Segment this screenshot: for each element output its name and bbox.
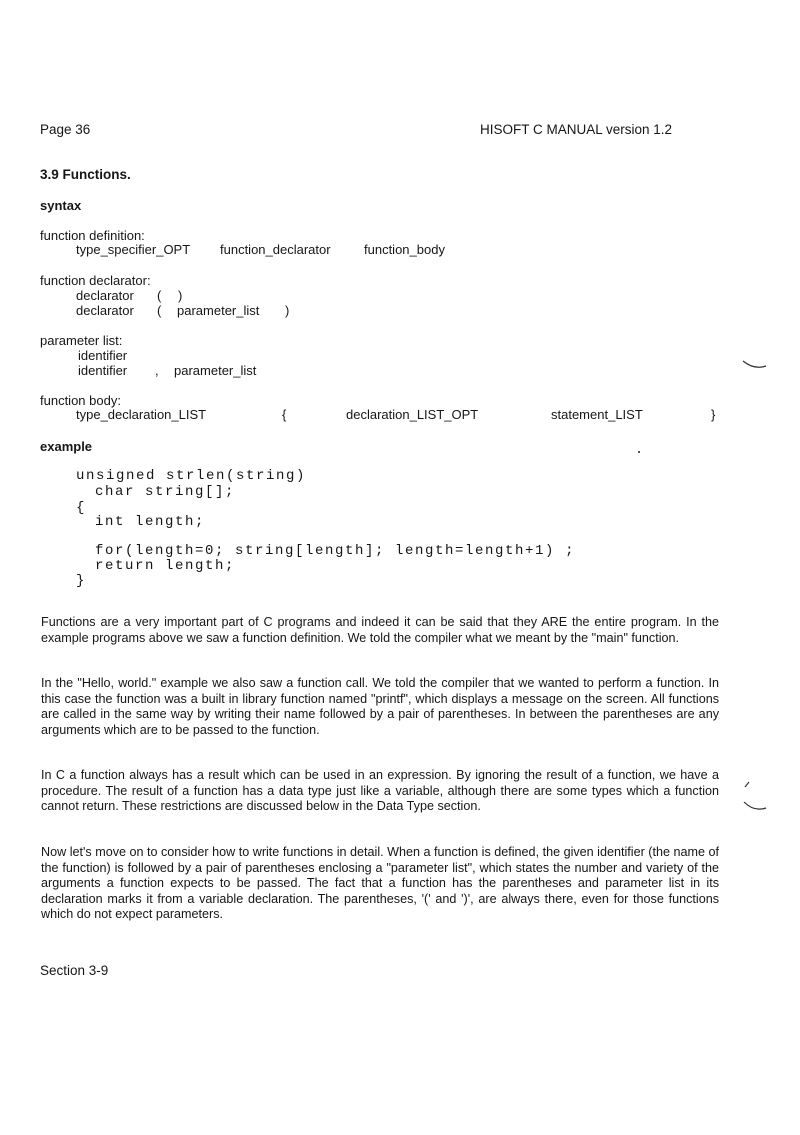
syntax-token: { xyxy=(282,407,287,422)
syntax-token: ) xyxy=(285,303,290,318)
parameter-list-label: parameter list: xyxy=(40,333,123,348)
syntax-token: parameter_list xyxy=(174,363,257,378)
code-line: { xyxy=(76,500,87,516)
syntax-token: ( xyxy=(157,303,162,318)
syntax-heading: syntax xyxy=(40,198,82,213)
manual-title: HISOFT C MANUAL version 1.2 xyxy=(480,122,673,137)
syntax-token: declarator xyxy=(76,288,134,303)
margin-mark xyxy=(740,778,770,818)
code-line: for(length=0; string[length]; length=length+1) ; xyxy=(95,543,576,559)
syntax-token: , xyxy=(155,363,159,378)
syntax-token: statement_LIST xyxy=(551,407,643,422)
example-heading: example xyxy=(40,439,93,454)
body-paragraph: In the "Hello, world." example we also saw a function call. We told the compiler that we wanted to perform a function. In this case the function was a built in library function named "printf", which displays a message on the screen. All functions are called in the same way by writing their name followed by a pair of parentheses. In between the parentheses are any arguments which are to be passed to the function. xyxy=(41,676,719,737)
body-paragraph: Now let's move on to consider how to write functions in detail. When a function is defined, the given identifier (the name of the function) is followed by a pair of parentheses enclosing a "parameter list", which states the number and variety of the arguments a function expects to be passed. The fact that a function has the parentheses and parameter list in its declaration marks it from a variable declaration. The parentheses, '(' and ')', are always there, even for those functions which do not expect parameters. xyxy=(41,845,719,922)
section-footer: Section 3-9 xyxy=(40,963,109,978)
syntax-token: ) xyxy=(178,288,183,303)
function-declarator-label: function declarator: xyxy=(40,273,151,288)
code-line: int length; xyxy=(95,514,206,530)
page-number: Page 36 xyxy=(40,122,91,137)
margin-mark xyxy=(740,358,770,372)
code-line: } xyxy=(76,573,87,589)
syntax-token: } xyxy=(711,407,716,422)
syntax-token: identifier xyxy=(78,363,128,378)
body-paragraph: In C a function always has a result which can be used in an expression. By ignoring the result of a function, we have a procedure. The result of a function has a data type just like a variable, although there are some types which a function cannot return. These restrictions are discussed below in the Data Type section. xyxy=(41,768,719,814)
code-line: unsigned strlen(string) xyxy=(76,468,307,484)
syntax-token: parameter_list xyxy=(177,303,260,318)
syntax-token: function_declarator xyxy=(220,242,331,257)
section-heading: 3.9 Functions. xyxy=(40,167,131,182)
syntax-token: identifier xyxy=(78,348,128,363)
syntax-token: ( xyxy=(157,288,162,303)
scan-dot xyxy=(638,451,640,453)
body-paragraph: Functions are a very important part of C programs and indeed it can be said that they ARE the entire program. In the example programs above we saw a function definition. We told the compiler what we meant by the "main" function. xyxy=(41,615,719,645)
syntax-token: function_body xyxy=(364,242,445,257)
syntax-token: type_declaration_LIST xyxy=(76,407,207,422)
code-line: return length; xyxy=(95,558,236,574)
syntax-token: declaration_LIST_OPT xyxy=(346,407,479,422)
syntax-token: type_specifier_OPT xyxy=(76,242,191,257)
syntax-token: declarator xyxy=(76,303,134,318)
code-line: char string[]; xyxy=(95,484,236,500)
function-definition-label: function definition: xyxy=(40,228,145,243)
function-body-label: function body: xyxy=(40,393,121,408)
